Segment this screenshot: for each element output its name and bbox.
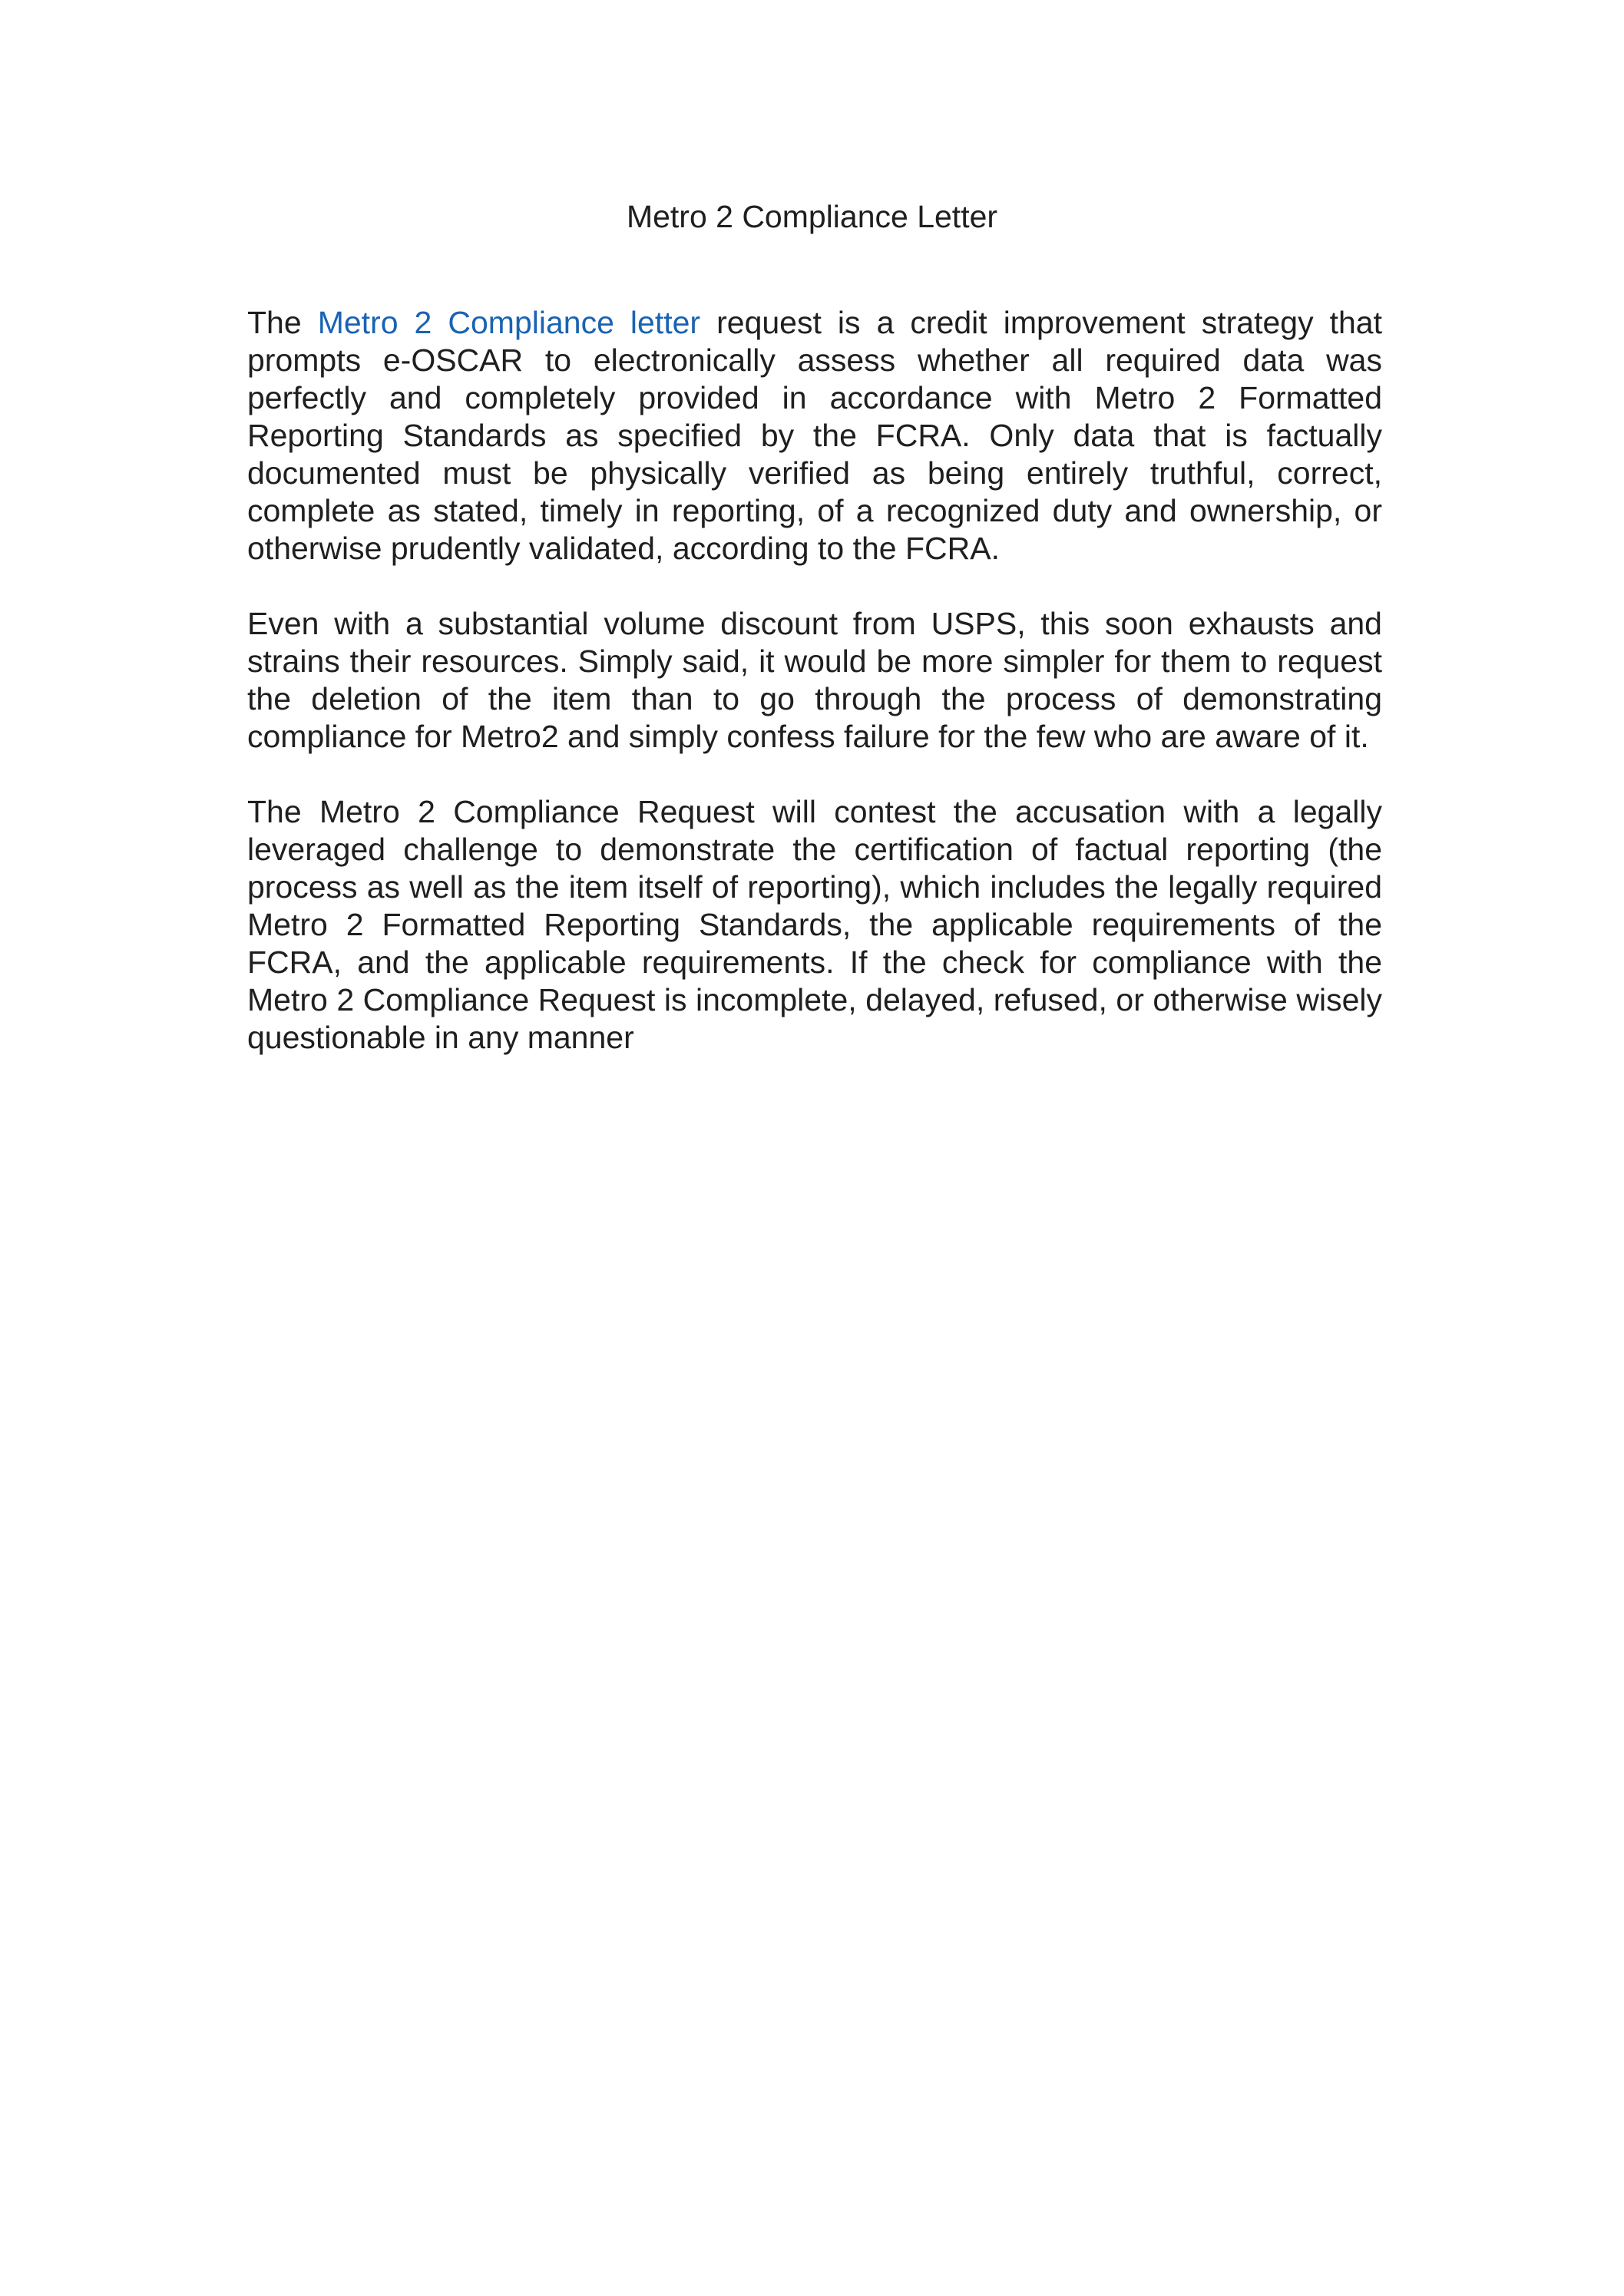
paragraph-1-lead: The [247,305,318,340]
metro-2-compliance-letter-link[interactable]: Metro 2 Compliance letter [317,305,701,340]
document-body [247,304,1382,1094]
paragraph-3: The Metro 2 Compliance Request will contest the accusation with a legally leveraged challenge to demonstrate the certification of factual reporting (the process as well as the item itself of reporting), which includes the legally required Metro 2 Formatted Reporting Standards, the applicable requirements of the FCRA, and the applicable requirements. If the check for compliance with the Metro 2 Compliance Request is incomplete, delayed, refused, or otherwise wisely questionable in any manner [247,794,1382,1055]
paragraph-1-text: request is a credit improvement strategy that prompts e-OSCAR to electronically assess whether all required data was perfectly and completely provided in accordance with Metro 2 Formatted Reporting Standards as specified by the FCRA. Only data that is factually documented must be physically verified as being entirely truthful, correct, complete as stated, timely in reporting, of a recognized duty and ownership, or otherwise prudently validated, according to the FCRA. [247,305,1382,566]
paragraph-2: Even with a substantial volume discount from USPS, this soon exhausts and strains their resources. Simply said, it would be more simpler for them to request the deletion of the item than to go through the process of demonstrating compliance for Metro2 and simply confess failure for the few who are aware of it. [247,606,1382,754]
paragraph-1 [247,304,1382,567]
document-title: Metro 2 Compliance Letter [626,199,998,234]
